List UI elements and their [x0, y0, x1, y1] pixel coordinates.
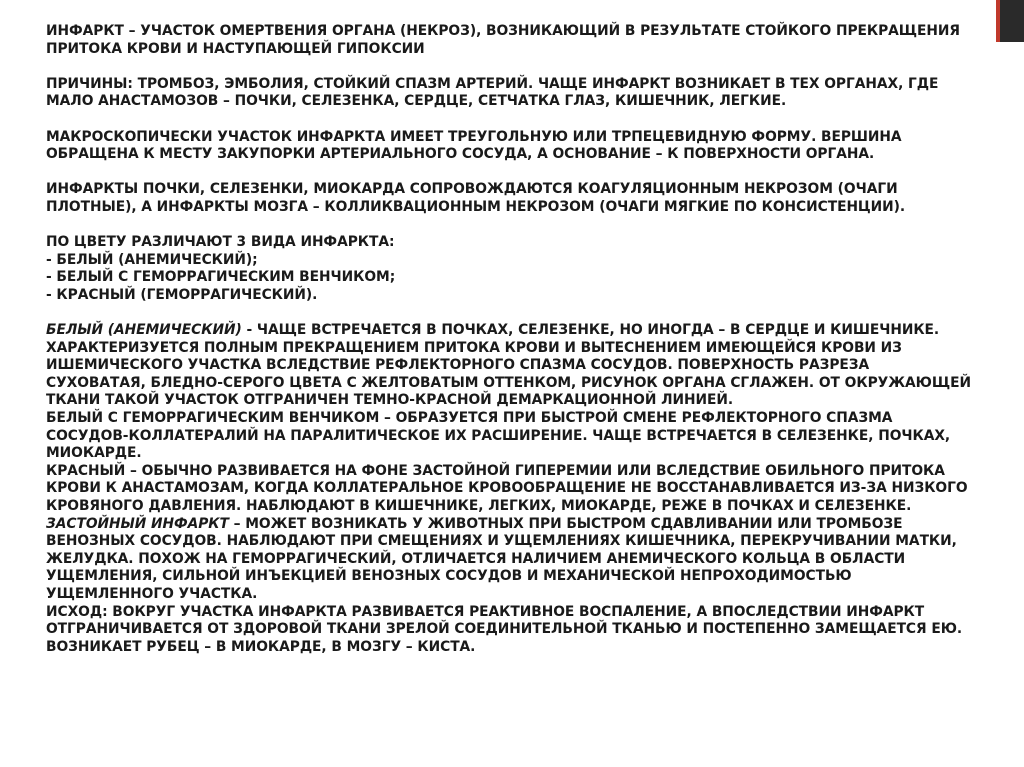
red-infarct-paragraph: КРАСНЫЙ – ОБЫЧНО РАЗВИВАЕТСЯ НА ФОНЕ ЗАСТОЙНОЙ ГИПЕРЕМИИ ИЛИ ВСЛЕДСТВИЕ ОБИЛЬНОГО ПРИТОКА КРОВИ К АНАСТАМОЗАМ, КОГДА КОЛЛАТЕРАЛЬНОЕ КРОВООБРАЩЕНИЕ НЕ ВОССТАНАВЛИВАЕТСЯ ИЗ-ЗА НИЗКОГО КРОВЯНОГО ДАВЛЕНИЯ. НАБЛЮДАЮТ В КИШЕЧНИКЕ, ЛЕГКИХ, МИОКАРДЕ, РЕЖЕ В ПОЧКАХ И СЕЛЕЗЕНКЕ.: [46, 462, 968, 515]
white-hemorrhagic-paragraph: БЕЛЫЙ С ГЕМОРРАГИЧЕСКИМ ВЕНЧИКОМ – ОБРАЗУЕТСЯ ПРИ БЫСТРОЙ СМЕНЕ РЕФЛЕКТОРНОГО СПАЗМА СОСУДОВ-КОЛЛАТЕРАЛИЙ НА ПАРАЛИТИЧЕСКОЕ ИХ РАСШИРЕНИЕ. ЧАЩЕ ВСТРЕЧАЕТСЯ В СЕЛЕЗЕНКЕ, ПОЧКАХ, МИОКАРДЕ.: [46, 410, 951, 462]
congestive-infarct-paragraph: [46, 516, 971, 604]
term-infarct: ИНФАРКТ: [46, 23, 124, 39]
outcome-paragraph: ИСХОД: ВОКРУГ УЧАСТКА ИНФАРКТА РАЗВИВАЕТСЯ РЕАКТИВНОЕ ВОСПАЛЕНИЕ, А ВПОСЛЕДСТВИИ ИНФАРКТ ОТГРАНИЧИВАЕТСЯ ОТ ЗДОРОВОЙ ТКАНИ ЗРЕЛОЙ СОЕДИНИТЕЛЬНОЙ ТКАНЬЮ И ПОСТЕПЕННО ЗАМЕЩАЕТСЯ ЕЮ. ВОЗНИКАЕТ РУБЕЦ – В МИОКАРДЕ, В МОЗГУ – КИСТА.: [46, 603, 963, 655]
necrosis-types-paragraph: ИНФАРКТЫ ПОЧКИ, СЕЛЕЗЕНКИ, МИОКАРДА СОПРОВОЖДАЮТСЯ КОАГУЛЯЦИОННЫМ НЕКРОЗОМ (ОЧАГИ ПЛОТНЫЕ), А ИНФАРКТЫ МОЗГА – КОЛЛИКВАЦИОННЫМ НЕКРОЗОМ (ОЧАГИ МЯГКИЕ ПО КОНСИСТЕНЦИИ).: [46, 181, 906, 215]
congestive-infarct-text: – МОЖЕТ ВОЗНИКАТЬ У ЖИВОТНЫХ ПРИ БЫСТРОМ СДАВЛИВАНИИ ИЛИ ТРОМБОЗЕ ВЕНОЗНЫХ СОСУДОВ. НАБЛЮДАЮТ ПРИ СМЕЩЕНИЯХ И УЩЕМЛЕНИЯХ КИШЕЧНИКА, ПЕРЕКРУЧИВАНИИ МАТКИ, ЖЕЛУДКА. ПОХОЖ НА ГЕМОРРАГИЧЕСКИЙ, ОТЛИЧАЕТСЯ НАЛИЧИЕМ АНЕМИЧЕСКОГО КОЛЬЦА В ОБЛАСТИ УЩЕМЛЕНИЯ, СИЛЬНОЙ ИНЪЕКЦИЕЙ ВЕНОЗНЫХ СОСУДОВ И МЕХАНИЧЕСКОЙ НЕПРОХОДИМОСТЬЮ УЩЕМЛЕННОГО УЧАСТКА.: [46, 515, 957, 602]
macroscopic-paragraph: МАКРОСКОПИЧЕСКИ УЧАСТОК ИНФАРКТА ИМЕЕТ ТРЕУГОЛЬНУЮ ИЛИ ТРПЕЦЕВИДНУЮ ФОРМУ. ВЕРШИНА ОБРАЩЕНА К МЕСТУ ЗАКУПОРКИ АРТЕРИАЛЬНОГО СОСУДА, А ОСНОВАНИЕ – К ПОВЕРХНОСТИ ОРГАНА.: [46, 128, 902, 163]
white-infarct-paragraph: [46, 322, 971, 410]
term-white-infarct: БЕЛЫЙ (АНЕМИЧЕСКИЙ): [46, 322, 242, 339]
definition-text: – УЧАСТОК ОМЕРТВЕНИЯ ОРГАНА (НЕКРОЗ), ВОЗНИКАЮЩИЙ В РЕЗУЛЬТАТЕ СТОЙКОГО ПРЕКРАЩЕНИЯ ПРИТОКА КРОВИ И НАСТУПАЮЩЕЙ ГИПОКСИИ: [46, 23, 960, 57]
white-infarct-text: - ЧАЩЕ ВСТРЕЧАЕТСЯ В ПОЧКАХ, СЕЛЕЗЕНКЕ, НО ИНОГДА – В СЕРДЦЕ И КИШЕЧНИКЕ. ХАРАКТЕРИЗУЕТСЯ ПОЛНЫМ ПРЕКРАЩЕНИЕМ ПРИТОКА КРОВИ И ВЫТЕСНЕНИЕМ ИМЕЮЩЕЙСЯ КРОВИ ИЗ ИШЕМИЧЕСКОГО УЧАСТКА ВСЛЕДСТВИЕ РЕФЛЕКТОРНОГО СПАЗМА СОСУДОВ. ПОВЕРХНОСТЬ РАЗРЕЗА СУХОВАТАЯ, БЛЕДНО-СЕРОГО ЦВЕТА С ЖЕЛТОВАТЫМ ОТТЕНКОМ, РИСУНОК ОРГАНА СГЛАЖЕН. ОТ ОКРУЖАЮЩЕЙ ТКАНИ ТАКОЙ УЧАСТОК ОТГРАНИЧЕН ТЕМНО-КРАСНОЙ ДЕМАРКАЦИОННОЙ ЛИНИЕЙ.: [46, 322, 971, 409]
color-types-heading: ПО ЦВЕТУ РАЗЛИЧАЮТ 3 ВИДА ИНФАРКТА:: [46, 234, 395, 251]
list-item: - БЕЛЫЙ С ГЕМОРРАГИЧЕСКИМ ВЕНЧИКОМ;: [46, 269, 396, 286]
term-congestive-infarct: ЗАСТОЙНЫЙ ИНФАРКТ: [46, 515, 229, 532]
corner-decoration: [996, 0, 1024, 42]
definition-paragraph: [46, 23, 971, 58]
causes-paragraph: ПРИЧИНЫ: ТРОМБОЗ, ЭМБОЛИЯ, СТОЙКИЙ СПАЗМ АРТЕРИЙ. ЧАЩЕ ИНФАРКТ ВОЗНИКАЕТ В ТЕХ ОРГАНАХ, ГДЕ МАЛО АНАСТАМОЗОВ – ПОЧКИ, СЕЛЕЗЕНКА, СЕРДЦЕ, СЕТЧАТКА ГЛАЗ, КИШЕЧНИК, ЛЕГКИЕ.: [46, 75, 939, 110]
list-item: - КРАСНЫЙ (ГЕМОРРАГИЧЕСКИЙ).: [46, 286, 318, 303]
slide-body: [46, 23, 971, 656]
list-item: - БЕЛЫЙ (АНЕМИЧЕСКИЙ);: [46, 251, 258, 268]
